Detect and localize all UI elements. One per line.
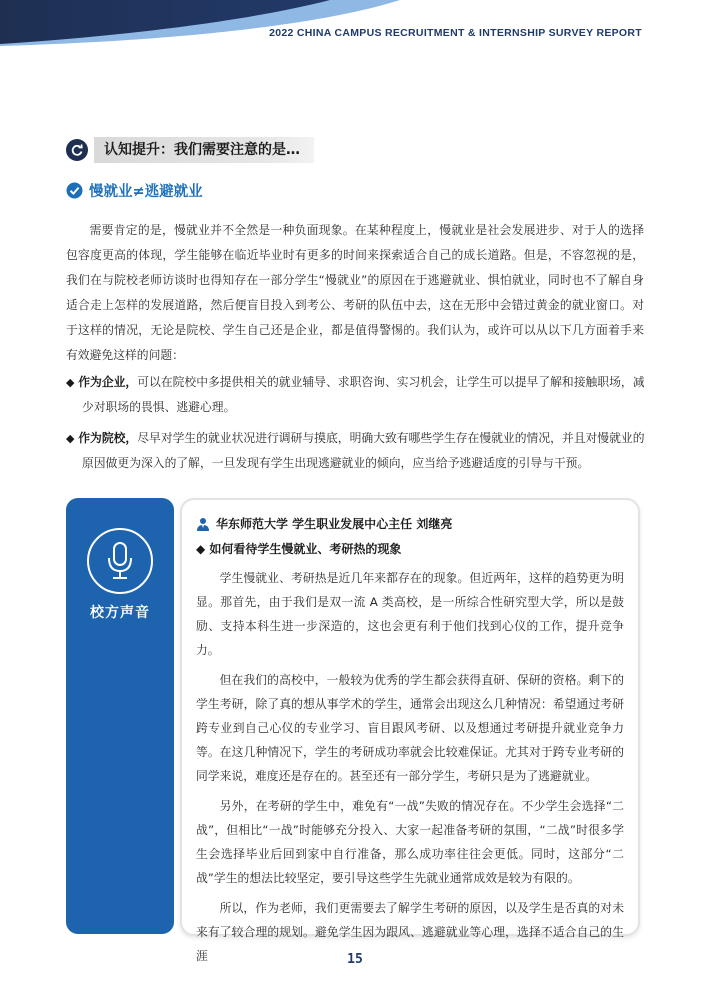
panel-label: 校方声音 [90, 605, 150, 621]
speaker-name: 华东师范大学 学生职业发展中心主任 刘继亮 [216, 516, 453, 531]
diamond-bullet-icon: ◆ [66, 376, 75, 389]
subheading [66, 180, 203, 201]
refresh-arrow-icon [66, 139, 88, 161]
bullet-text: 可以在院校中多提供相关的就业辅导、求职咨询、实习机会，让学生可以提早了解和接触职场，减少对职场的畏惧、逃避心理。 [82, 375, 645, 414]
report-header-title: 2022 CHINA CAMPUS RECRUITMENT & INTERNSHIP SURVEY REPORT [269, 27, 642, 39]
speaker-line [196, 512, 624, 534]
quote-paragraph: 但在我们的高校中，一般较为优秀的学生都会获得直研、保研的资格。剩下的学生考研，除了真的想从事学术的学生，通常会出现这么几种情况：希望通过考研跨专业到自己心仪的专业学习、盲目跟风考研、以及想通过考研提升就业竞争力等。在这几种情况下，学生的考研成功率就会比较难保证。尤其对于跨专业考研的同学来说，难度还是存在的。甚至还有一部分学生，考研只是为了逃避就业。 [196, 673, 624, 783]
bullet-lead: 作为院校， [78, 431, 138, 445]
person-icon [196, 516, 210, 530]
quote-body [196, 566, 624, 968]
recommendation-list [66, 370, 646, 482]
microphone-icon [87, 528, 153, 594]
bullet-text: 尽早对学生的就业状况进行调研与摸底，明确大致有哪些学生存在慢就业的情况，并且对慢就业的原因做更为深入的了解，一旦发现有学生出现逃避就业的倾向，应当给予逃避适度的引导与干预。 [82, 431, 645, 470]
subheading-title: 慢就业≠逃避就业 [89, 184, 203, 200]
intro-paragraph: 需要肯定的是，慢就业并不全然是一种负面现象。在某种程度上，慢就业是社会发展进步、对于人的选择包容度更高的体现，学生能够在临近毕业时有更多的时间来探索适合自己的成长道路。但是，不容忽视的是，我们在与院校老师访谈时也得知存在一部分学生“慢就业”的原因在于逃避就业、惧怕就业，同时也不了解自身适合走上怎样的发展道路，然后便盲目投入到考公、考研的队伍中去，这在无形中会错过黄金的就业窗口。对于这样的情况，无论是院校、学生自己还是企业，都是值得警惕的。我们认为，或许可以从以下几方面着手来有效避免这样的问题： [66, 223, 644, 362]
intro-text [66, 218, 644, 368]
list-item [66, 426, 646, 476]
quote-topic: ◆ 如何看待学生慢就业、考研热的现象 [196, 542, 402, 556]
list-item [66, 370, 646, 420]
school-voice-panel [66, 498, 174, 934]
section-heading [66, 136, 314, 164]
quote-paragraph: 所以，作为老师，我们更需要去了解学生考研的原因，以及学生是否真的对未来有了较合理的规划。避免学生因为跟风、逃避就业等心理，选择不适合自己的生涯 [196, 901, 624, 963]
checkmark-badge-icon [66, 182, 83, 199]
section-title: 认知提升：我们需要注意的是… [94, 137, 314, 163]
quote-paragraph: 另外，在考研的学生中，难免有“一战”失败的情况存在。不少学生会选择“二战”，但相比“一战”时能够充分投入、大家一起准备考研的氛围，“二战”时很多学生会选择毕业后回到家中自行准备，那么成功率往往会更低。同时，这部分“二战”学生的想法比较坚定，要引导这些学生先就业通常成效是较为有限的。 [196, 799, 624, 885]
bullet-lead: 作为企业， [78, 375, 138, 389]
page-number: 15 [347, 952, 363, 967]
diamond-bullet-icon: ◆ [66, 432, 75, 445]
quote-paragraph: 学生慢就业、考研热是近几年来都存在的现象。但近两年，这样的趋势更为明显。那首先，由于我们是双一流 A 类高校，是一所综合性研究型大学，所以是鼓励、支持本科生进一步深造的，这也会更有利于他们找到心仪的工作，提升竞争力。 [196, 571, 624, 657]
header-decoration [0, 0, 420, 48]
